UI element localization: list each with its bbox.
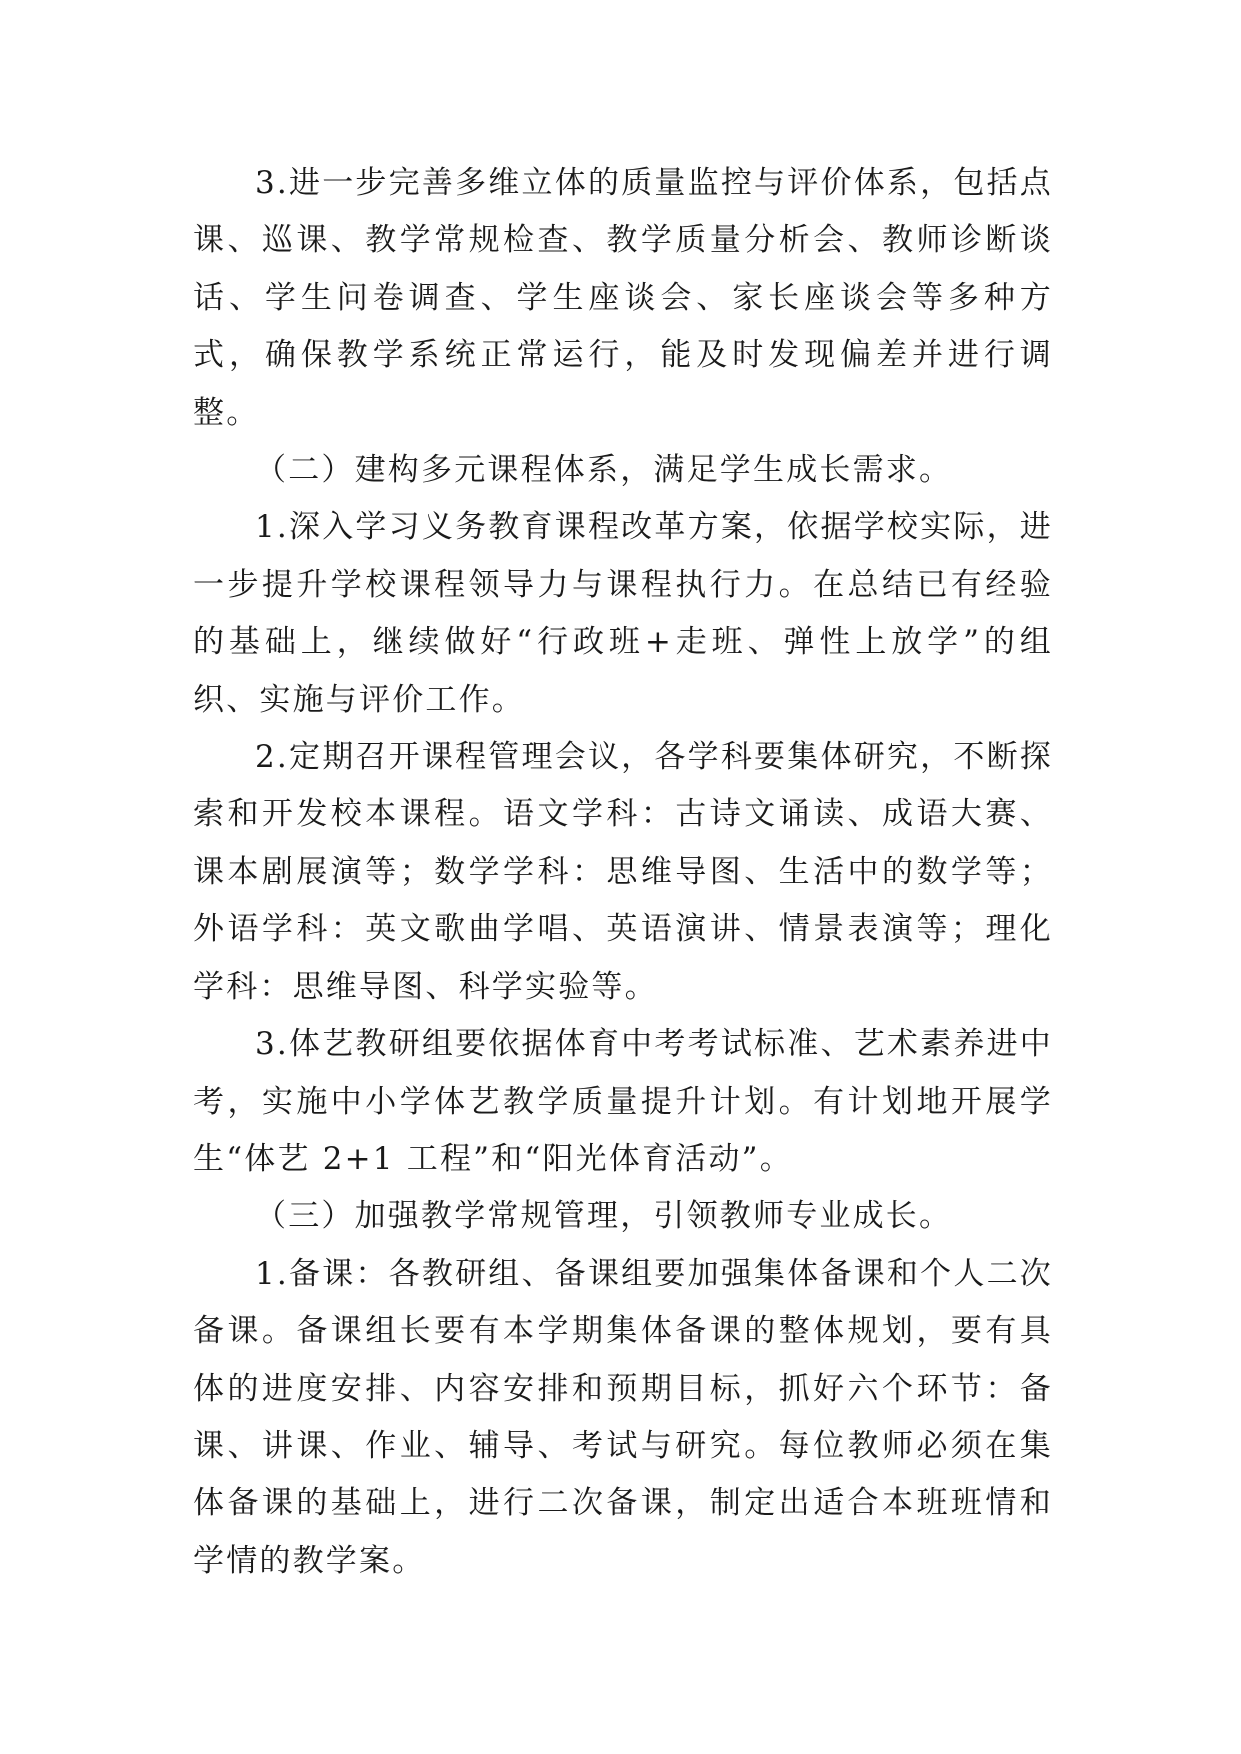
section-heading-teaching-routine: （三）加强教学常规管理，引领教师专业成长。 (255, 1198, 953, 1235)
paragraph-sports-arts: 3.体艺教研组要依据体育中考考试标准、艺术素养进中考，实施中小学体艺教学质量提升计划。有计划地开展学生“体艺 2+1 工程”和“阳光体育活动”。 (193, 1026, 1053, 1177)
paragraph-curriculum-meetings: 2.定期召开课程管理会议，各学科要集体研究，不断探索和开发校本课程。语文学科：古诗文诵读、成语大赛、课本剧展演等；数学学科：思维导图、生活中的数学等；外语学科：英文歌曲学唱、英语演讲、情景表演等；理化学科：思维导图、科学实验等。 (193, 739, 1053, 1005)
section-heading-curriculum: （二）建构多元课程体系，满足学生成长需求。 (255, 452, 953, 489)
paragraph-quality-monitoring: 3.进一步完善多维立体的质量监控与评价体系，包括点课、巡课、教学常规检查、教学质量分析会、教师诊断谈话、学生问卷调查、学生座谈会、家长座谈会等多种方式，确保教学系统正常运行，能及时发现偏差并进行调整。 (193, 165, 1053, 431)
paragraph-lesson-preparation: 1.备课：各教研组、备课组要加强集体备课和个人二次备课。备课组长要有本学期集体备课的整体规划，要有具体的进度安排、内容安排和预期目标，抓好六个环节：备课、讲课、作业、辅导、考试与研究。每位教师必须在集体备课的基础上，进行二次备课，制定出适合本班班情和学情的教学案。 (193, 1255, 1053, 1579)
paragraph-curriculum-reform: 1.深入学习义务教育课程改革方案，依据学校实际，进一步提升学校课程领导力与课程执行力。在总结已有经验的基础上，继续做好“行政班+走班、弹性上放学”的组织、实施与评价工作。 (193, 509, 1053, 718)
document-body (193, 155, 1053, 1590)
